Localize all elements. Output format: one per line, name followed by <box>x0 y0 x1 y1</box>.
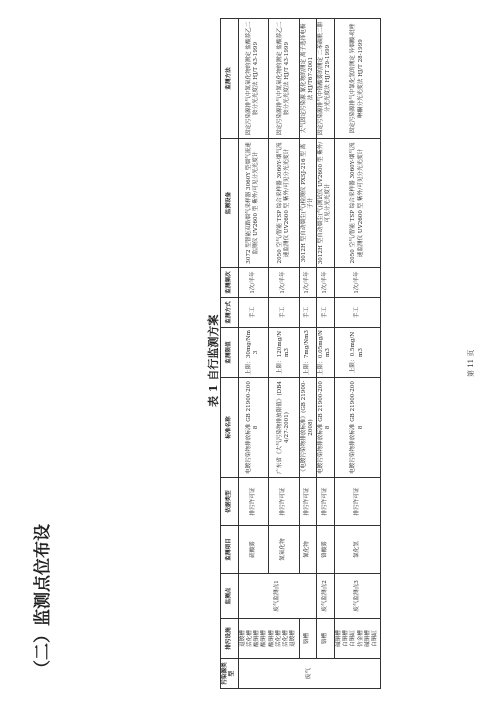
device-cell: 2050 空气/智能 TSP 综合采样器 3060Y-烟气流速监测仪 UV2600 型 紫外/可见分光光度计 <box>334 139 381 268</box>
header-cell: 监测点 <box>221 574 239 619</box>
method-cell: 固定污染源排气中氯化氢的测定 异烟酸-吡唑啉酮分光光度法 HJ/T 28-1999 <box>334 19 381 139</box>
facility-name: 活化槽 <box>283 630 290 647</box>
basis-cell: 排污许可证 <box>238 478 269 526</box>
monitoring-table <box>220 18 381 689</box>
header-cell: 标准名称 <box>221 378 239 478</box>
header-cell: 污染源类型 <box>221 659 239 689</box>
section-heading: （二）监测点位布设 <box>33 524 53 677</box>
method-cell: 固定污染源排气中氮氧化物的测定 盐酸萘乙二胺分光光度法 HJ/T 43-1999 <box>269 19 300 139</box>
basis-cell: 排污许可证 <box>317 478 335 526</box>
header-cell: 监测限值 <box>221 328 239 378</box>
table-row <box>334 19 381 689</box>
frequency-cell: 1次/半年 <box>238 268 269 298</box>
frequency-cell: 1次/半年 <box>269 268 300 298</box>
mode-cell: 手工 <box>317 298 335 328</box>
header-cell: 监测设备 <box>221 139 239 268</box>
mode-cell: 手工 <box>238 298 269 328</box>
limit-cell: 上限：0.5mg/Nm3 <box>334 328 381 378</box>
basis-cell: 排污许可证 <box>269 478 300 526</box>
facility-cell <box>317 619 335 659</box>
facility-name: 酸铜槽 <box>261 630 268 647</box>
basis-cell: 排污许可证 <box>299 478 317 526</box>
item-cell: 氰化物 <box>299 526 317 574</box>
method-cell: 大气固定污染源 氰化物的测定 离子选择电极法 HJ/T67-2001 <box>299 19 317 139</box>
table-caption: 表 1 自行监测方案 <box>207 314 220 407</box>
frequency-cell: 1次/半年 <box>317 268 335 298</box>
header-row <box>221 19 239 689</box>
header-cell: 监测方式 <box>221 298 239 328</box>
header-cell: 监测频次 <box>221 268 239 298</box>
header-cell: 排污设施 <box>221 619 239 659</box>
mode-cell: 手工 <box>334 298 381 328</box>
facility-name: 仿金槽 <box>357 630 364 647</box>
source-type-cell: 废气 <box>238 659 381 689</box>
standard-cell: 《电镀污染物排放标准》(GB 21900-2008) <box>299 378 317 478</box>
limit-cell: 上限：30mg/Nm3 <box>238 328 269 378</box>
facility-name: 酸铜槽 <box>254 630 261 647</box>
method-cell: 固定污染源排气中铬酸雾的测定 二苯碳酰二肼分光光度法 HJ/T 29-1999 <box>317 19 335 139</box>
facility-cell <box>299 619 317 659</box>
frequency-cell: 1次/半年 <box>299 268 317 298</box>
standard-cell: 电镀污染物排放标准 GB 21900-2008 <box>334 378 381 478</box>
basis-cell: 排污许可证 <box>334 478 381 526</box>
standard-cell: 电镀污染物排放标准 GB 21900-2008 <box>317 378 335 478</box>
facility-cell <box>238 619 299 659</box>
facility-name: 碱铜槽 <box>335 630 342 647</box>
item-cell: 铬酸雾 <box>317 526 335 574</box>
device-cell: 2050 空气/智能 TSP 综合采样器 3060Y-烟气流速监测仪 UV2600 型 紫外/可见分光光度计 <box>269 139 300 268</box>
facility-name: 酸铜槽 <box>268 630 275 647</box>
limit-cell: 上限：120mg/Nm3 <box>269 328 300 378</box>
facility-name: 白铜槽 <box>342 630 349 647</box>
facility-name: 退镀槽 <box>290 630 297 647</box>
facility-cell <box>334 619 381 659</box>
monitor-point-cell: 废气监测点3 <box>334 574 381 619</box>
frequency-cell: 1次/半年 <box>334 268 381 298</box>
device-cell: 3012H 型自动烟尘(气)测试仪 UV2600 型 紫外/可见分光光度计 <box>317 139 335 268</box>
item-cell: 硫酸雾 <box>238 526 269 574</box>
table-row <box>317 19 335 689</box>
standard-cell: 广东省《大气污染物排放限值》(DB44/27-2001) <box>269 378 300 478</box>
header-cell: 监测项目 <box>221 526 239 574</box>
facility-name: 退镀槽 <box>239 630 246 647</box>
item-cell: 氮氧化物 <box>269 526 300 574</box>
header-cell: 监测方法 <box>221 19 239 139</box>
mode-cell: 手工 <box>269 298 300 328</box>
item-cell: 氯化氢 <box>334 526 381 574</box>
limit-cell: 上限：0.05mg/Nm3 <box>317 328 335 378</box>
method-cell: 固定污染源排气中氮氧化物的测定 盐酸萘乙二胺分光光度法 HJ/T 43-1999 <box>238 19 269 139</box>
device-cell: 3072 型智能双路烟气采样器 3060Y 型烟气流速监测仪 UV2600 型 紫外/可见分光光度计 <box>238 139 269 268</box>
standard-cell: 电镀污染物排放标准 GB 21900-2008 <box>238 378 269 478</box>
limit-cell: 上限：7mg/Nm3 <box>299 328 317 378</box>
facility-name: 铬槽 <box>304 632 311 645</box>
mode-cell: 手工 <box>299 298 317 328</box>
page-number: 第 11 页 <box>467 349 475 377</box>
facility-name: 铬槽 <box>321 632 328 645</box>
monitor-point-cell: 废气监测点1 <box>238 574 317 619</box>
device-cell: 3012H 型自动烟尘(气)检测仪 PXSJ-216 型 离子计 <box>299 139 317 268</box>
facility-name: 活化槽 <box>246 630 253 647</box>
monitor-point-cell: 废气监测点2 <box>317 574 335 619</box>
facility-name: 碱铜槽 <box>364 630 371 647</box>
table-row <box>238 19 269 689</box>
facility-name: 白铜缸 <box>350 630 357 647</box>
facility-name: 活化槽 <box>275 630 282 647</box>
facility-name: 白铜缸 <box>372 630 379 647</box>
header-cell: 依据类型 <box>221 478 239 526</box>
